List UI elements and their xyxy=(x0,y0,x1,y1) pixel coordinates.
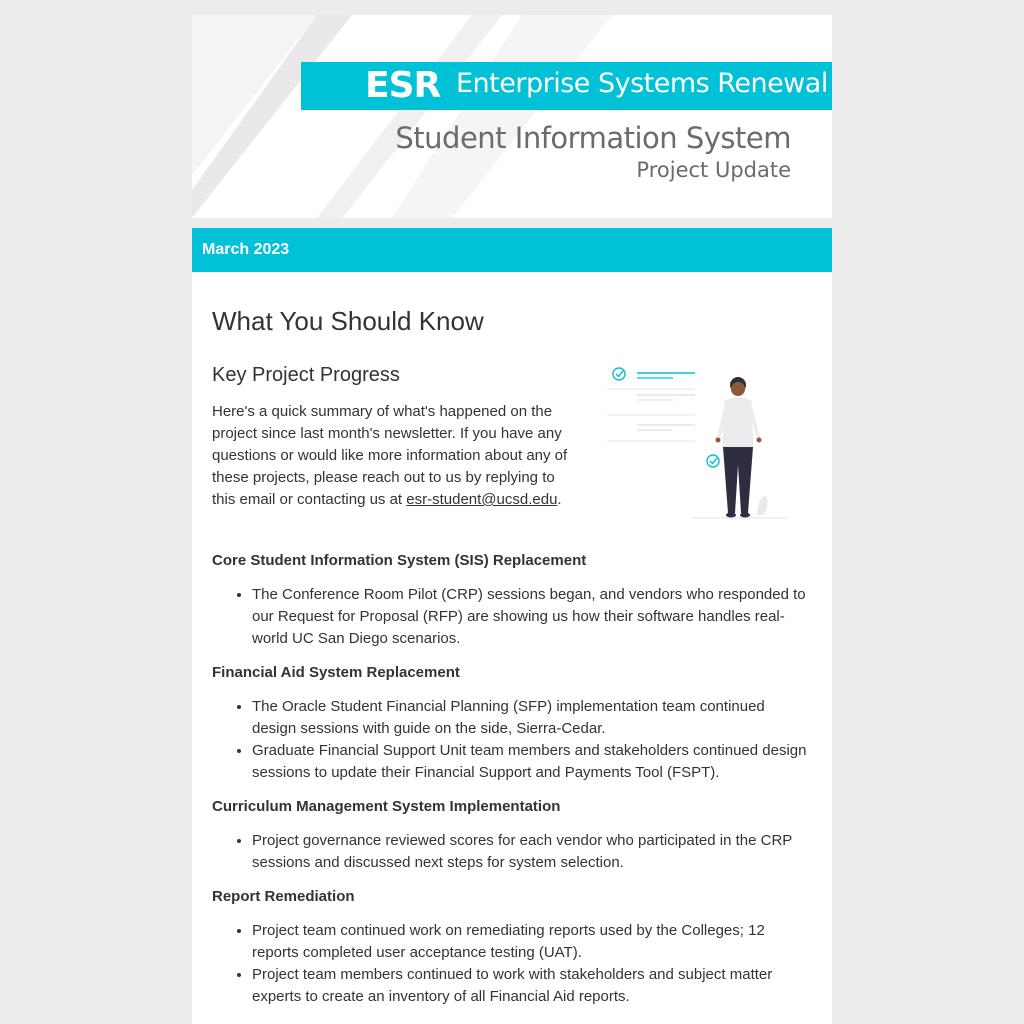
newsletter-email xyxy=(192,15,832,1024)
system-title: Student Information System xyxy=(395,121,791,155)
person-checklist-illustration xyxy=(607,365,797,525)
progress-sections xyxy=(212,550,812,1020)
project-heading: Core Student Information System (SIS) Replacement xyxy=(212,552,587,569)
section-heading: Key Project Progress xyxy=(212,364,400,386)
header-banner xyxy=(192,15,832,218)
bullet-list xyxy=(212,920,812,1008)
list-item: • The Conference Room Pilot (CRP) sessions began, and vendors who responded to our Request for Proposal (RFP) are showing us how their software handles real-world UC San Diego scenarios. xyxy=(252,584,812,650)
date-bar: March 2023 xyxy=(192,228,832,272)
program-name: Enterprise Systems Renewal xyxy=(456,68,828,99)
list-item: • The Oracle Student Financial Planning (SFP) implementation team continued design sessions with guide on the side, Sierra-Cedar. xyxy=(252,696,812,740)
list-item: • Project team members continued to work with stakeholders and subject matter experts to create an inventory of all Financial Aid reports. xyxy=(252,964,812,1008)
intro-paragraph xyxy=(212,401,582,511)
list-item: • Graduate Financial Support Unit team members and stakeholders continued design sessions to update their Financial Support and Payments Tool (FSPT). xyxy=(252,740,812,784)
intro-text-end: . xyxy=(557,491,562,508)
banner-subtitle: Project Update xyxy=(636,158,791,182)
page-title: What You Should Know xyxy=(212,306,484,336)
esr-logo-acronym: ESR xyxy=(365,65,441,106)
project-heading: Report Remediation xyxy=(212,888,355,905)
project-heading: Curriculum Management System Implementation xyxy=(212,798,561,815)
bullet-list xyxy=(212,696,812,784)
email-link[interactable]: esr-student@ucsd.edu xyxy=(406,491,558,508)
intro-text: Here's a quick summary of what's happened on the project since last month's newsletter. If you have any questions or would like more information about any of these projects, please reach out to us by replying to this email or contacting us at xyxy=(212,403,568,508)
intro-block xyxy=(212,364,582,511)
list-item: • Project governance reviewed scores for each vendor who participated in the CRP sessions and discussed next steps for system selection. xyxy=(252,830,812,874)
bullet-list xyxy=(212,830,812,874)
esr-title-bar xyxy=(301,62,832,110)
list-item: • Project team continued work on remediating reports used by the Colleges; 12 reports completed user acceptance testing (UAT). xyxy=(252,920,812,964)
banner-background-stripes xyxy=(192,15,832,218)
project-heading: Financial Aid System Replacement xyxy=(212,664,460,681)
bullet-list xyxy=(212,584,812,650)
banner-divider xyxy=(192,218,832,228)
